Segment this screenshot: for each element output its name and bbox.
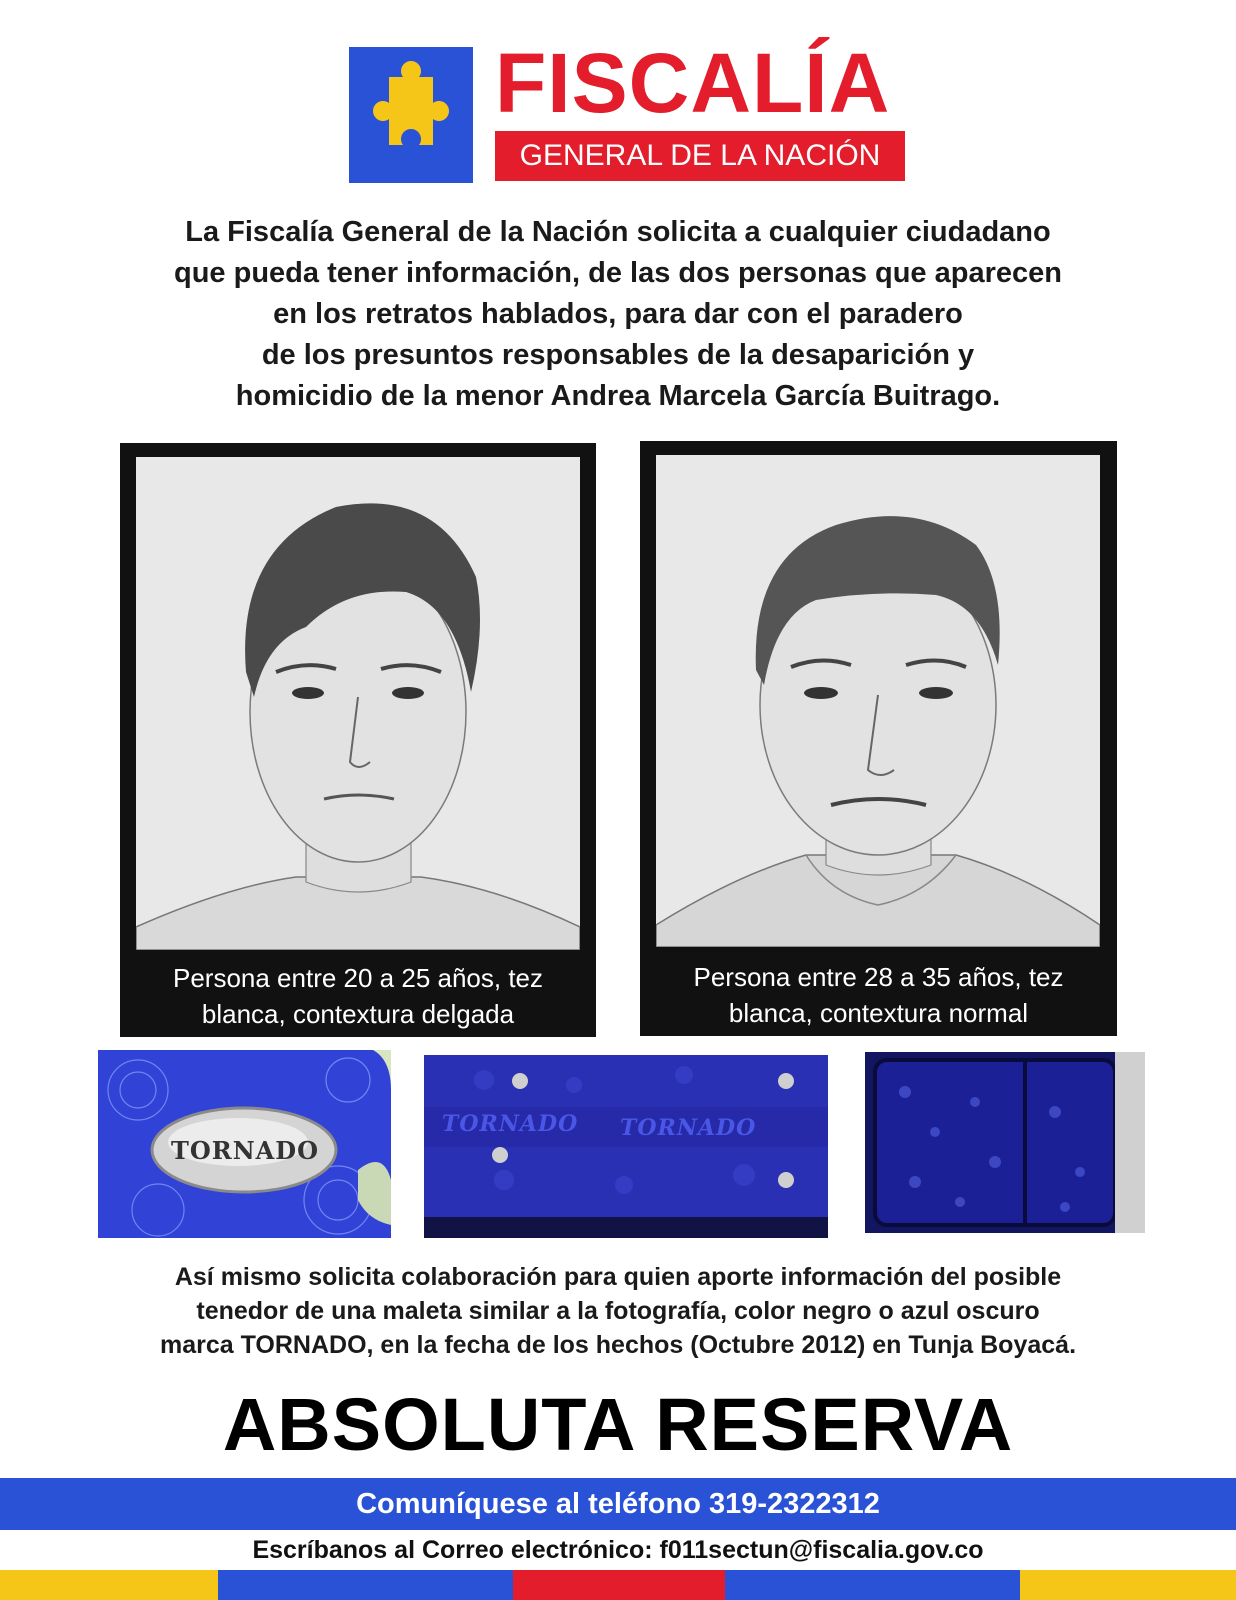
caption-line: blanca, contextura normal [728, 998, 1029, 1028]
intro-paragraph [60, 212, 1176, 417]
caption-line: blanca, contextura delgada [201, 999, 515, 1029]
suitcase-strap-photo [424, 1055, 828, 1238]
footer-color-stripes [0, 1570, 1236, 1600]
intro-line: homicidio de la menor Andrea Marcela García Buitrago. [235, 380, 1001, 412]
suitcase-request-paragraph [60, 1260, 1176, 1362]
strap-text-right: TORNADO [620, 1115, 757, 1141]
logo-subtitle: GENERAL DE LA NACIÓN [495, 131, 905, 181]
stripe-yellow [1020, 1570, 1236, 1600]
strap-text-left: TORNADO [442, 1111, 579, 1137]
intro-line: de los presuntos responsables de la desaparición y [261, 339, 975, 371]
stripe-yellow [0, 1570, 218, 1600]
email-contact: Escríbanos al Correo electrónico: f011sectun@fiscalia.gov.co [252, 1536, 984, 1564]
stripe-blue [725, 1570, 1020, 1600]
intro-line: La Fiscalía General de la Nación solicita a cualquier ciudadano [185, 216, 1051, 248]
caption-line: Persona entre 20 a 25 años, tez [172, 963, 544, 993]
brand-tag-text: TORNADO [171, 1136, 319, 1165]
request-line: tenedor de una maleta similar a la fotografía, color negro o azul oscuro [196, 1297, 1040, 1325]
sketch-portrait-2 [640, 441, 1117, 1036]
stripe-blue [218, 1570, 513, 1600]
suitcase-side-photo [865, 1052, 1145, 1233]
intro-line: que pueda tener información, de las dos personas que aparecen [174, 257, 1062, 289]
stripe-red [513, 1570, 725, 1600]
caption-line: Persona entre 28 a 35 años, tez [693, 962, 1064, 992]
fiscalia-logo [349, 36, 905, 183]
sketch-portrait-1 [120, 443, 596, 1037]
intro-line: en los retratos hablados, para dar con el paradero [273, 298, 963, 330]
sketch-drawing-1 [136, 457, 580, 950]
suitcase-tag-photo [98, 1050, 391, 1238]
phone-contact-bar: Comuníquese al teléfono 319-2322312 [0, 1478, 1236, 1530]
request-line: Así mismo solicita colaboración para quien aporte información del posible [174, 1263, 1062, 1291]
sketch-drawing-2 [656, 455, 1100, 947]
puzzle-piece-icon [361, 57, 461, 173]
sketch-caption-1 [130, 960, 586, 1032]
logo-blue-square [349, 47, 473, 183]
request-line: marca TORNADO, en la fecha de los hechos (Octubre 2012) en Tunja Boyacá. [159, 1331, 1077, 1359]
sketch-caption-2 [650, 959, 1107, 1031]
logo-title: FISCALÍA [495, 36, 891, 130]
absolute-reserve-heading: ABSOLUTA RESERVA [222, 1383, 1014, 1466]
